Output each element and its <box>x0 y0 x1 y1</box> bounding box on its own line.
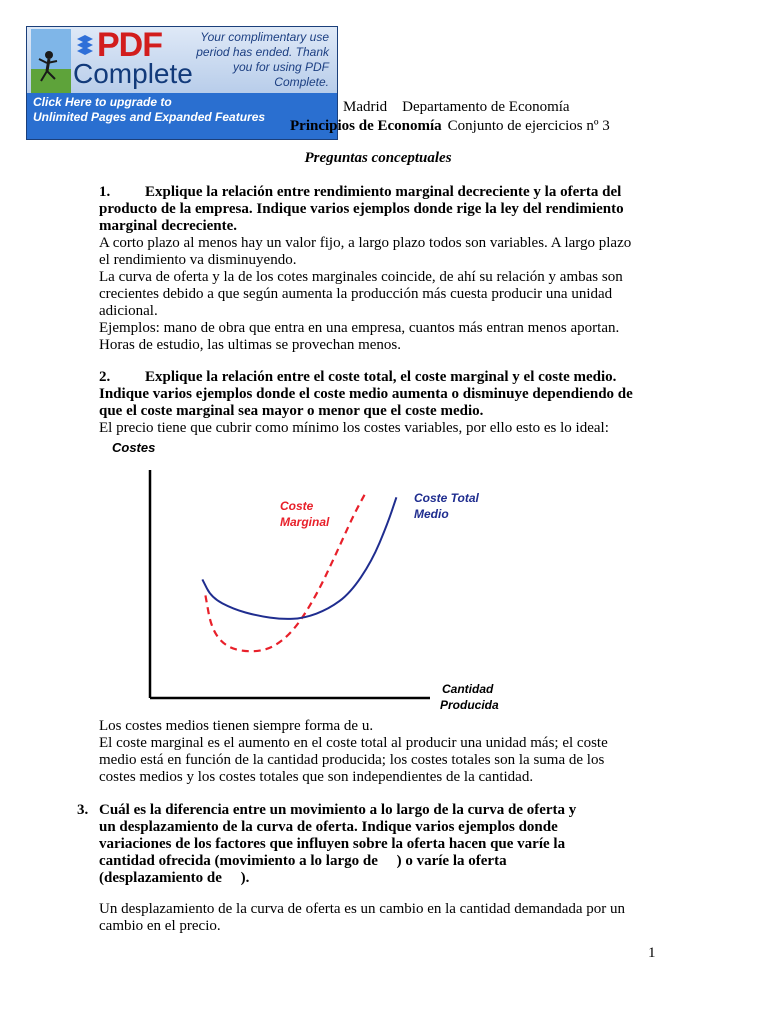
answer-line: Un desplazamiento de la curva de oferta es un cambio en la cantidad demandada por un <box>99 901 626 917</box>
question-3-number: 3. <box>77 802 89 818</box>
series-label-medio: Medio <box>414 507 449 521</box>
section-title: Preguntas conceptuales <box>304 150 452 166</box>
course-title: Principios de Economía <box>290 118 442 134</box>
upgrade-line-1: Click Here to upgrade to <box>33 95 172 109</box>
answer-2-intro: El precio tiene que cubrir como mínimo los costes variables, por ello esto es lo ideal: <box>99 420 609 436</box>
question-text-line: Cuál es la diferencia entre un movimiento a lo largo de la curva de oferta y <box>99 802 577 818</box>
answer-line: medio está en función de la cantidad producida; los costes totales son la suma de los <box>99 752 605 768</box>
logo-pdf-text: PDF <box>97 26 162 64</box>
question-text-line: variaciones de los factores que influyen sobre la oferta hacen que varíe la <box>99 836 566 852</box>
upgrade-link[interactable] <box>33 95 265 125</box>
question-number: 1. <box>99 184 111 200</box>
answer-line: costes medios y los costes totales que son independientes de la cantidad. <box>99 769 534 785</box>
question-text-line: marginal decreciente. <box>99 218 238 234</box>
y-axis-label: Costes <box>112 440 156 455</box>
answer-line: adicional. <box>99 303 158 319</box>
question-text-line: Explique la relación entre rendimiento marginal decreciente y la oferta del <box>145 184 622 200</box>
question-3 <box>99 802 659 887</box>
question-text-line: (desplazamiento de ). <box>99 870 250 886</box>
question-text-line: cantidad ofrecida (movimiento a lo largo de ) o varíe la oferta <box>99 853 507 869</box>
question-text-line: producto de la empresa. Indique varios ejemplos donde rige la ley del rendimiento <box>99 201 624 217</box>
answer-line: Horas de estudio, las ultimas se provechan menos. <box>99 337 402 353</box>
x-axis-label-producida: Producida <box>440 698 499 712</box>
question-2 <box>99 369 659 420</box>
question-text-line: Explique la relación entre el coste total, el coste marginal y el coste medio. <box>145 369 617 385</box>
banner-top-panel <box>27 27 337 93</box>
answer-line: El coste marginal es el aumento en el coste total al producir una unidad más; el coste <box>99 735 608 751</box>
answer-line: crecientes debido a que según aumenta la producción más cuesta producir una unidad <box>99 286 613 302</box>
answer-line: Los costes medios tienen siempre forma de u. <box>99 718 374 734</box>
answer-1 <box>99 235 659 354</box>
pdf-complete-logo <box>31 26 209 93</box>
question-text-line: un desplazamiento de la curva de oferta. Indique varios ejemplos donde <box>99 819 558 835</box>
question-number: 2. <box>99 369 111 385</box>
answer-line: La curva de oferta y la de los cotes marginales coincide, de ahí su relación y ambas son <box>99 269 623 285</box>
answer-2 <box>99 718 659 786</box>
answer-line: el rendimiento va disminuyendo. <box>99 252 297 268</box>
answer-line: cambio en el precio. <box>99 918 221 934</box>
logo-complete-text: Complete <box>73 58 193 89</box>
question-text-line: Indique varios ejemplos donde el coste medio aumenta o disminuye dependiendo de <box>99 386 633 402</box>
banner-message: Your complimentary use period has ended. Thank you for using PDF Complete. <box>196 30 329 89</box>
answer-line: A corto plazo al menos hay un valor fijo, a largo plazo todos son variables. A largo plazo <box>99 235 632 251</box>
header-line-1: Madrid Departamento de Economía <box>343 99 570 115</box>
series-label-marginal: Marginal <box>280 515 330 529</box>
x-axis-label-cantidad: Cantidad <box>442 682 494 696</box>
upgrade-line-2: Unlimited Pages and Expanded Features <box>33 110 266 124</box>
question-text-line: que el coste marginal sea mayor o menor que el coste medio. <box>99 403 484 419</box>
series-label-coste: Coste <box>280 499 314 513</box>
question-1 <box>99 184 659 235</box>
cost-curves-chart <box>100 436 520 718</box>
header-line-2 <box>290 118 610 135</box>
answer-3 <box>99 901 659 935</box>
series-label-coste-total: Coste Total <box>414 491 479 505</box>
answer-line: Ejemplos: mano de obra que entra en una empresa, cuantos más entran menos aportan. <box>99 320 620 336</box>
exercise-set: Conjunto de ejercicios nº 3 <box>447 118 610 134</box>
page-number: 1 <box>648 945 656 961</box>
